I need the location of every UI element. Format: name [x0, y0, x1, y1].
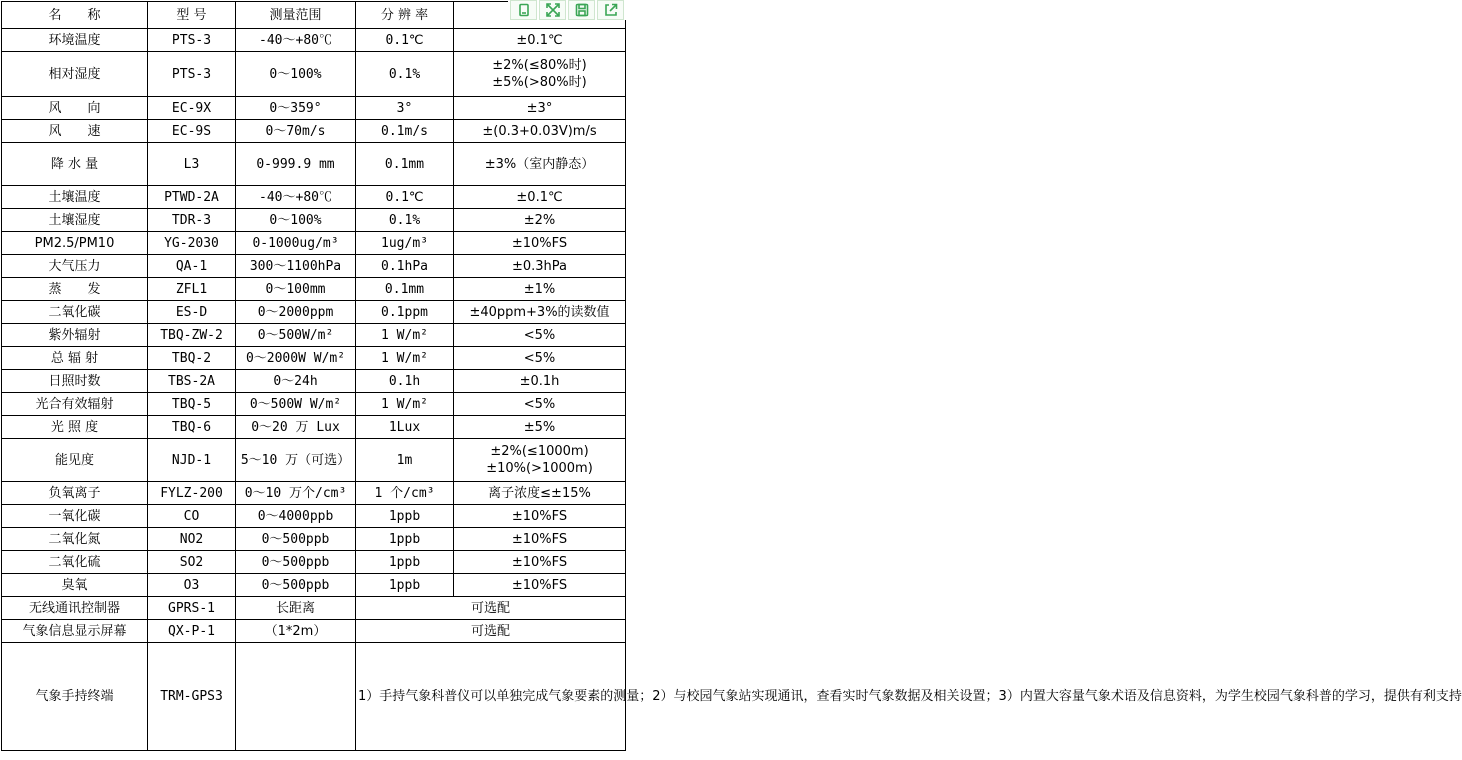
cell-name: 负氧离子 — [2, 482, 148, 505]
cell-model: TBQ-6 — [148, 416, 236, 439]
cell-name: 气象手持终端 — [2, 643, 148, 751]
header-range: 测量范围 — [236, 2, 356, 29]
cell-name: 总 辐 射 — [2, 347, 148, 370]
cell-model: TBS-2A — [148, 370, 236, 393]
table-row — [2, 597, 626, 620]
cell-range: 0～500ppb — [236, 574, 356, 597]
cell-name: 光合有效辐射 — [2, 393, 148, 416]
cell-model: ES-D — [148, 301, 236, 324]
cell-name: 二氧化碳 — [2, 301, 148, 324]
cell-accuracy: ±2%(≤1000m) ±10%(>1000m) — [454, 439, 626, 482]
table-row — [2, 439, 626, 482]
table-row — [2, 574, 626, 597]
cell-resolution: 1 W/m² — [356, 393, 454, 416]
cell-name: 大气压力 — [2, 255, 148, 278]
cell-model: QA-1 — [148, 255, 236, 278]
cell-model: EC-9X — [148, 97, 236, 120]
table-row — [2, 186, 626, 209]
table-row — [2, 52, 626, 97]
save-icon[interactable] — [568, 0, 595, 20]
header-model: 型 号 — [148, 2, 236, 29]
table-row — [2, 347, 626, 370]
cell-resolution: 1 W/m² — [356, 324, 454, 347]
table-row — [2, 232, 626, 255]
cell-range: 0-999.9 mm — [236, 143, 356, 186]
cell-model: ZFL1 — [148, 278, 236, 301]
cell-resolution: 1Lux — [356, 416, 454, 439]
header-resolution: 分 辨 率 — [356, 2, 454, 29]
cell-model: TRM-GPS3 — [148, 643, 236, 751]
cell-name: 二氧化硫 — [2, 551, 148, 574]
cell-resolution: 0.1% — [356, 209, 454, 232]
cell-resolution: 1ppb — [356, 505, 454, 528]
cell-model: NO2 — [148, 528, 236, 551]
cell-range: 0～359° — [236, 97, 356, 120]
cell-range: 300～1100hPa — [236, 255, 356, 278]
table-row — [2, 620, 626, 643]
cell-accuracy: ±2% — [454, 209, 626, 232]
cell-name: 气象信息显示屏幕 — [2, 620, 148, 643]
table-row — [2, 482, 626, 505]
cell-name: 降 水 量 — [2, 143, 148, 186]
table-row — [2, 120, 626, 143]
spec-table — [1, 1, 1462, 751]
cell-resolution: 0.1℃ — [356, 29, 454, 52]
table-row — [2, 97, 626, 120]
cell-accuracy: ±3° — [454, 97, 626, 120]
cell-range — [236, 643, 356, 751]
cell-model: EC-9S — [148, 120, 236, 143]
cell-range: -40～+80℃ — [236, 29, 356, 52]
cell-accuracy: ±10%FS — [454, 528, 626, 551]
cell-range: -40～+80℃ — [236, 186, 356, 209]
cell-resolution: 1ug/m³ — [356, 232, 454, 255]
cell-model: YG-2030 — [148, 232, 236, 255]
cell-model: O3 — [148, 574, 236, 597]
cell-range: 0～500ppb — [236, 551, 356, 574]
cell-range: 0-1000ug/m³ — [236, 232, 356, 255]
cell-accuracy: ±0.1℃ — [454, 29, 626, 52]
cell-name: 能见度 — [2, 439, 148, 482]
cell-model: TBQ-5 — [148, 393, 236, 416]
cell-accuracy: ±2%(≤80%时) ±5%(>80%时) — [454, 52, 626, 97]
header-name: 名 称 — [2, 2, 148, 29]
cell-range: 0～100% — [236, 52, 356, 97]
cell-resolution: 0.1% — [356, 52, 454, 97]
cell-range: 0～10 万个/cm³ — [236, 482, 356, 505]
cell-range: 0～20 万 Lux — [236, 416, 356, 439]
cell-name: 臭氧 — [2, 574, 148, 597]
cell-resolution: 0.1mm — [356, 143, 454, 186]
cell-name: 土壤湿度 — [2, 209, 148, 232]
cell-range: 0～70m/s — [236, 120, 356, 143]
cell-name: 土壤温度 — [2, 186, 148, 209]
cell-accuracy: ±5% — [454, 416, 626, 439]
cell-accuracy: ±0.1℃ — [454, 186, 626, 209]
cell-name: 环境温度 — [2, 29, 148, 52]
cell-model: L3 — [148, 143, 236, 186]
cell-name: 一氧化碳 — [2, 505, 148, 528]
cell-note: 1）手持气象科普仪可以单独完成气象要素的测量；2）与校园气象站实现通讯，查看实时气象数据及相关设置；3）内置大容量气象术语及信息资料，为学生校园气象科普的学习，提供有利支持 — [356, 643, 626, 751]
cell-name: 日照时数 — [2, 370, 148, 393]
cell-accuracy: ±10%FS — [454, 505, 626, 528]
cell-accuracy: <5% — [454, 347, 626, 370]
cell-range: 0～2000W W/m² — [236, 347, 356, 370]
table-row — [2, 29, 626, 52]
cell-name: 紫外辐射 — [2, 324, 148, 347]
cell-model: QX-P-1 — [148, 620, 236, 643]
cell-model: PTS-3 — [148, 29, 236, 52]
table-row — [2, 505, 626, 528]
expand-icon[interactable] — [539, 0, 566, 20]
table-row — [2, 393, 626, 416]
cell-model: SO2 — [148, 551, 236, 574]
cell-accuracy: ±40ppm+3%的读数值 — [454, 301, 626, 324]
cell-model: GPRS-1 — [148, 597, 236, 620]
cell-resolution: 3° — [356, 97, 454, 120]
cell-option: 可选配 — [356, 597, 626, 620]
cell-accuracy: ±0.1h — [454, 370, 626, 393]
table-row — [2, 416, 626, 439]
cell-accuracy: ±(0.3+0.03V)m/s — [454, 120, 626, 143]
cell-name: 风 速 — [2, 120, 148, 143]
cell-model: NJD-1 — [148, 439, 236, 482]
cell-resolution: 0.1mm — [356, 278, 454, 301]
cell-accuracy: ±10%FS — [454, 232, 626, 255]
table-row — [2, 301, 626, 324]
cell-accuracy: ±3%（室内静态） — [454, 143, 626, 186]
cell-resolution: 1 W/m² — [356, 347, 454, 370]
cell-model: TBQ-ZW-2 — [148, 324, 236, 347]
cell-resolution: 0.1hPa — [356, 255, 454, 278]
cell-resolution: 1ppb — [356, 574, 454, 597]
cell-accuracy: ±10%FS — [454, 551, 626, 574]
table-row — [2, 643, 626, 751]
table-row — [2, 209, 626, 232]
cell-range: 0～100mm — [236, 278, 356, 301]
table-row — [2, 551, 626, 574]
cell-resolution: 1 个/cm³ — [356, 482, 454, 505]
cell-model: CO — [148, 505, 236, 528]
cell-range: 5～10 万（可选） — [236, 439, 356, 482]
cell-resolution: 0.1h — [356, 370, 454, 393]
table-row — [2, 370, 626, 393]
cell-range: 长距离 — [236, 597, 356, 620]
cell-accuracy: 离子浓度≤±15% — [454, 482, 626, 505]
cell-accuracy: ±1% — [454, 278, 626, 301]
cell-resolution: 0.1℃ — [356, 186, 454, 209]
toolbar — [508, 0, 626, 20]
cell-model: PTS-3 — [148, 52, 236, 97]
table-row — [2, 143, 626, 186]
cell-accuracy: <5% — [454, 324, 626, 347]
cell-name: 光 照 度 — [2, 416, 148, 439]
cell-resolution: 1ppb — [356, 551, 454, 574]
cell-range: 0～500ppb — [236, 528, 356, 551]
cell-name: 风 向 — [2, 97, 148, 120]
cell-option: 可选配 — [356, 620, 626, 643]
cell-name: 无线通讯控制器 — [2, 597, 148, 620]
table-row — [2, 278, 626, 301]
cell-model: FYLZ-200 — [148, 482, 236, 505]
cell-name: 二氧化氮 — [2, 528, 148, 551]
table-row — [2, 528, 626, 551]
cell-resolution: 0.1m/s — [356, 120, 454, 143]
cell-range: 0～4000ppb — [236, 505, 356, 528]
cell-resolution: 0.1ppm — [356, 301, 454, 324]
cell-model: TBQ-2 — [148, 347, 236, 370]
cell-range: 0～2000ppm — [236, 301, 356, 324]
cell-accuracy: <5% — [454, 393, 626, 416]
cell-range: （1*2m） — [236, 620, 356, 643]
cell-resolution: 1m — [356, 439, 454, 482]
table-row — [2, 255, 626, 278]
cell-name: PM2.5/PM10 — [2, 232, 148, 255]
cell-model: PTWD-2A — [148, 186, 236, 209]
share-icon[interactable] — [597, 0, 624, 20]
cell-accuracy: ±10%FS — [454, 574, 626, 597]
cell-range: 0～500W/m² — [236, 324, 356, 347]
cell-range: 0～100% — [236, 209, 356, 232]
table-row — [2, 324, 626, 347]
cell-range: 0～500W W/m² — [236, 393, 356, 416]
cell-name: 相对湿度 — [2, 52, 148, 97]
cell-range: 0～24h — [236, 370, 356, 393]
cell-name: 蒸 发 — [2, 278, 148, 301]
cell-model: TDR-3 — [148, 209, 236, 232]
window-icon[interactable] — [510, 0, 537, 20]
cell-resolution: 1ppb — [356, 528, 454, 551]
cell-accuracy: ±0.3hPa — [454, 255, 626, 278]
